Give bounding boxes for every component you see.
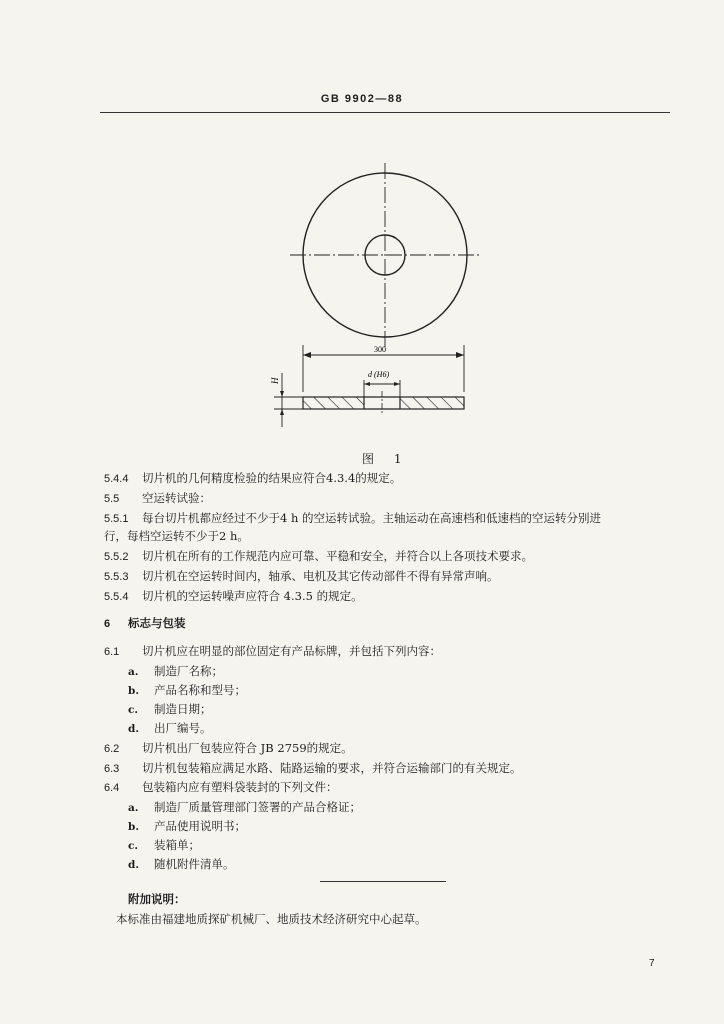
clause-number: 6.3 (104, 763, 120, 775)
clause-5-5-1-continued (104, 530, 249, 544)
appendix-title: 附加说明： (128, 892, 186, 906)
clause-number: 5.5 (104, 493, 120, 505)
clause-6-4 (104, 781, 338, 795)
clause-text: 切片机应在明显的部位固定有产品标牌，并包括下列内容： (142, 644, 441, 658)
clause-6-4-a (128, 801, 361, 815)
item-text: 制造厂名称； (154, 664, 223, 678)
page-number: 7 (649, 958, 655, 969)
item-text: 产品使用说明书； (154, 819, 246, 833)
clause-number: 6.4 (104, 782, 120, 794)
section-title: 标志与包装 (128, 616, 186, 630)
bore-tolerance-label: d (H6) (368, 370, 390, 379)
item-letter: a. (128, 802, 139, 814)
appendix-separator (320, 881, 446, 882)
clause-6-1-d (128, 722, 212, 736)
item-letter: d. (128, 723, 139, 735)
clause-text: 包装箱内应有塑料袋装封的下列文件： (142, 780, 338, 794)
item-text: 装箱单； (154, 838, 200, 852)
thickness-label: H (270, 377, 280, 384)
disc-plan-view (290, 163, 480, 347)
clause-text: 切片机的几何精度检验的结果应符合4.3.4的规定。 (142, 471, 402, 485)
item-letter: b. (128, 685, 139, 697)
section-6-heading (104, 617, 186, 631)
clause-text: 每台切片机都应经过不少于4 h 的空运转试验。主轴运动在高速档和低速档的空运转分别进 (142, 511, 602, 525)
item-letter: c. (128, 704, 139, 716)
item-text: 制造厂质量管理部门签署的产品合格证； (154, 800, 361, 814)
clause-5-4-4 (104, 472, 401, 486)
header-rule (100, 112, 670, 113)
clause-text: 切片机在所有的工作规范内应可靠、平稳和安全，并符合以上各项技术要求。 (142, 549, 533, 563)
clause-text: 空运转试验： (142, 491, 211, 505)
clause-6-1 (104, 645, 441, 659)
item-text: 出厂编号。 (154, 721, 212, 735)
clause-number: 5.5.2 (104, 551, 129, 563)
figure-caption: 图 1 (362, 452, 410, 466)
clause-6-4-c (128, 839, 200, 853)
clause-number: 5.5.4 (104, 591, 129, 603)
clause-number: 5.5.3 (104, 571, 129, 583)
item-text: 随机附件清单。 (154, 857, 235, 871)
clause-5-5-2 (104, 550, 533, 564)
clause-6-3 (104, 762, 522, 776)
clause-number: 5.5.1 (104, 513, 129, 525)
clause-6-2 (104, 742, 353, 756)
clause-6-1-c (128, 703, 212, 717)
item-text: 制造日期； (154, 702, 212, 716)
clause-6-1-a (128, 665, 223, 679)
clause-number: 6.1 (104, 646, 120, 658)
clause-5-5 (104, 492, 211, 506)
clause-5-5-1 (104, 512, 601, 526)
item-letter: c. (128, 840, 139, 852)
clause-text: 切片机的空运转噪声应符合 4.3.5 的规定。 (142, 589, 363, 603)
item-text: 产品名称和型号； (154, 683, 246, 697)
item-letter: b. (128, 821, 139, 833)
figure-1-drawing (260, 160, 500, 430)
clause-number: 6.2 (104, 743, 120, 755)
item-letter: a. (128, 666, 139, 678)
appendix-text: 本标准由福建地质探矿机械厂、地质技术经济研究中心起草。 (116, 912, 427, 926)
clause-text: 切片机在空运转时间内，轴承、电机及其它传动部件不得有异常声响。 (142, 569, 499, 583)
section-number: 6 (104, 618, 111, 630)
clause-text: 切片机包装箱应满足水路、陆路运输的要求，并符合运输部门的有关规定。 (142, 761, 522, 775)
clause-6-1-b (128, 684, 246, 698)
dimension-300-label: 300 (374, 345, 386, 354)
clause-number: 5.4.4 (104, 473, 129, 485)
clause-6-4-b (128, 820, 246, 834)
clause-text: 切片机出厂包装应符合 JB 2759的规定。 (142, 741, 353, 755)
standard-code-header: GB 9902—88 (320, 93, 404, 105)
disc-section-view (274, 345, 464, 427)
clause-5-5-3 (104, 570, 499, 584)
clause-5-5-4 (104, 590, 363, 604)
clause-6-4-d (128, 858, 235, 872)
clause-text: 行，每档空运转不少于2 h。 (104, 529, 249, 543)
item-letter: d. (128, 859, 139, 871)
